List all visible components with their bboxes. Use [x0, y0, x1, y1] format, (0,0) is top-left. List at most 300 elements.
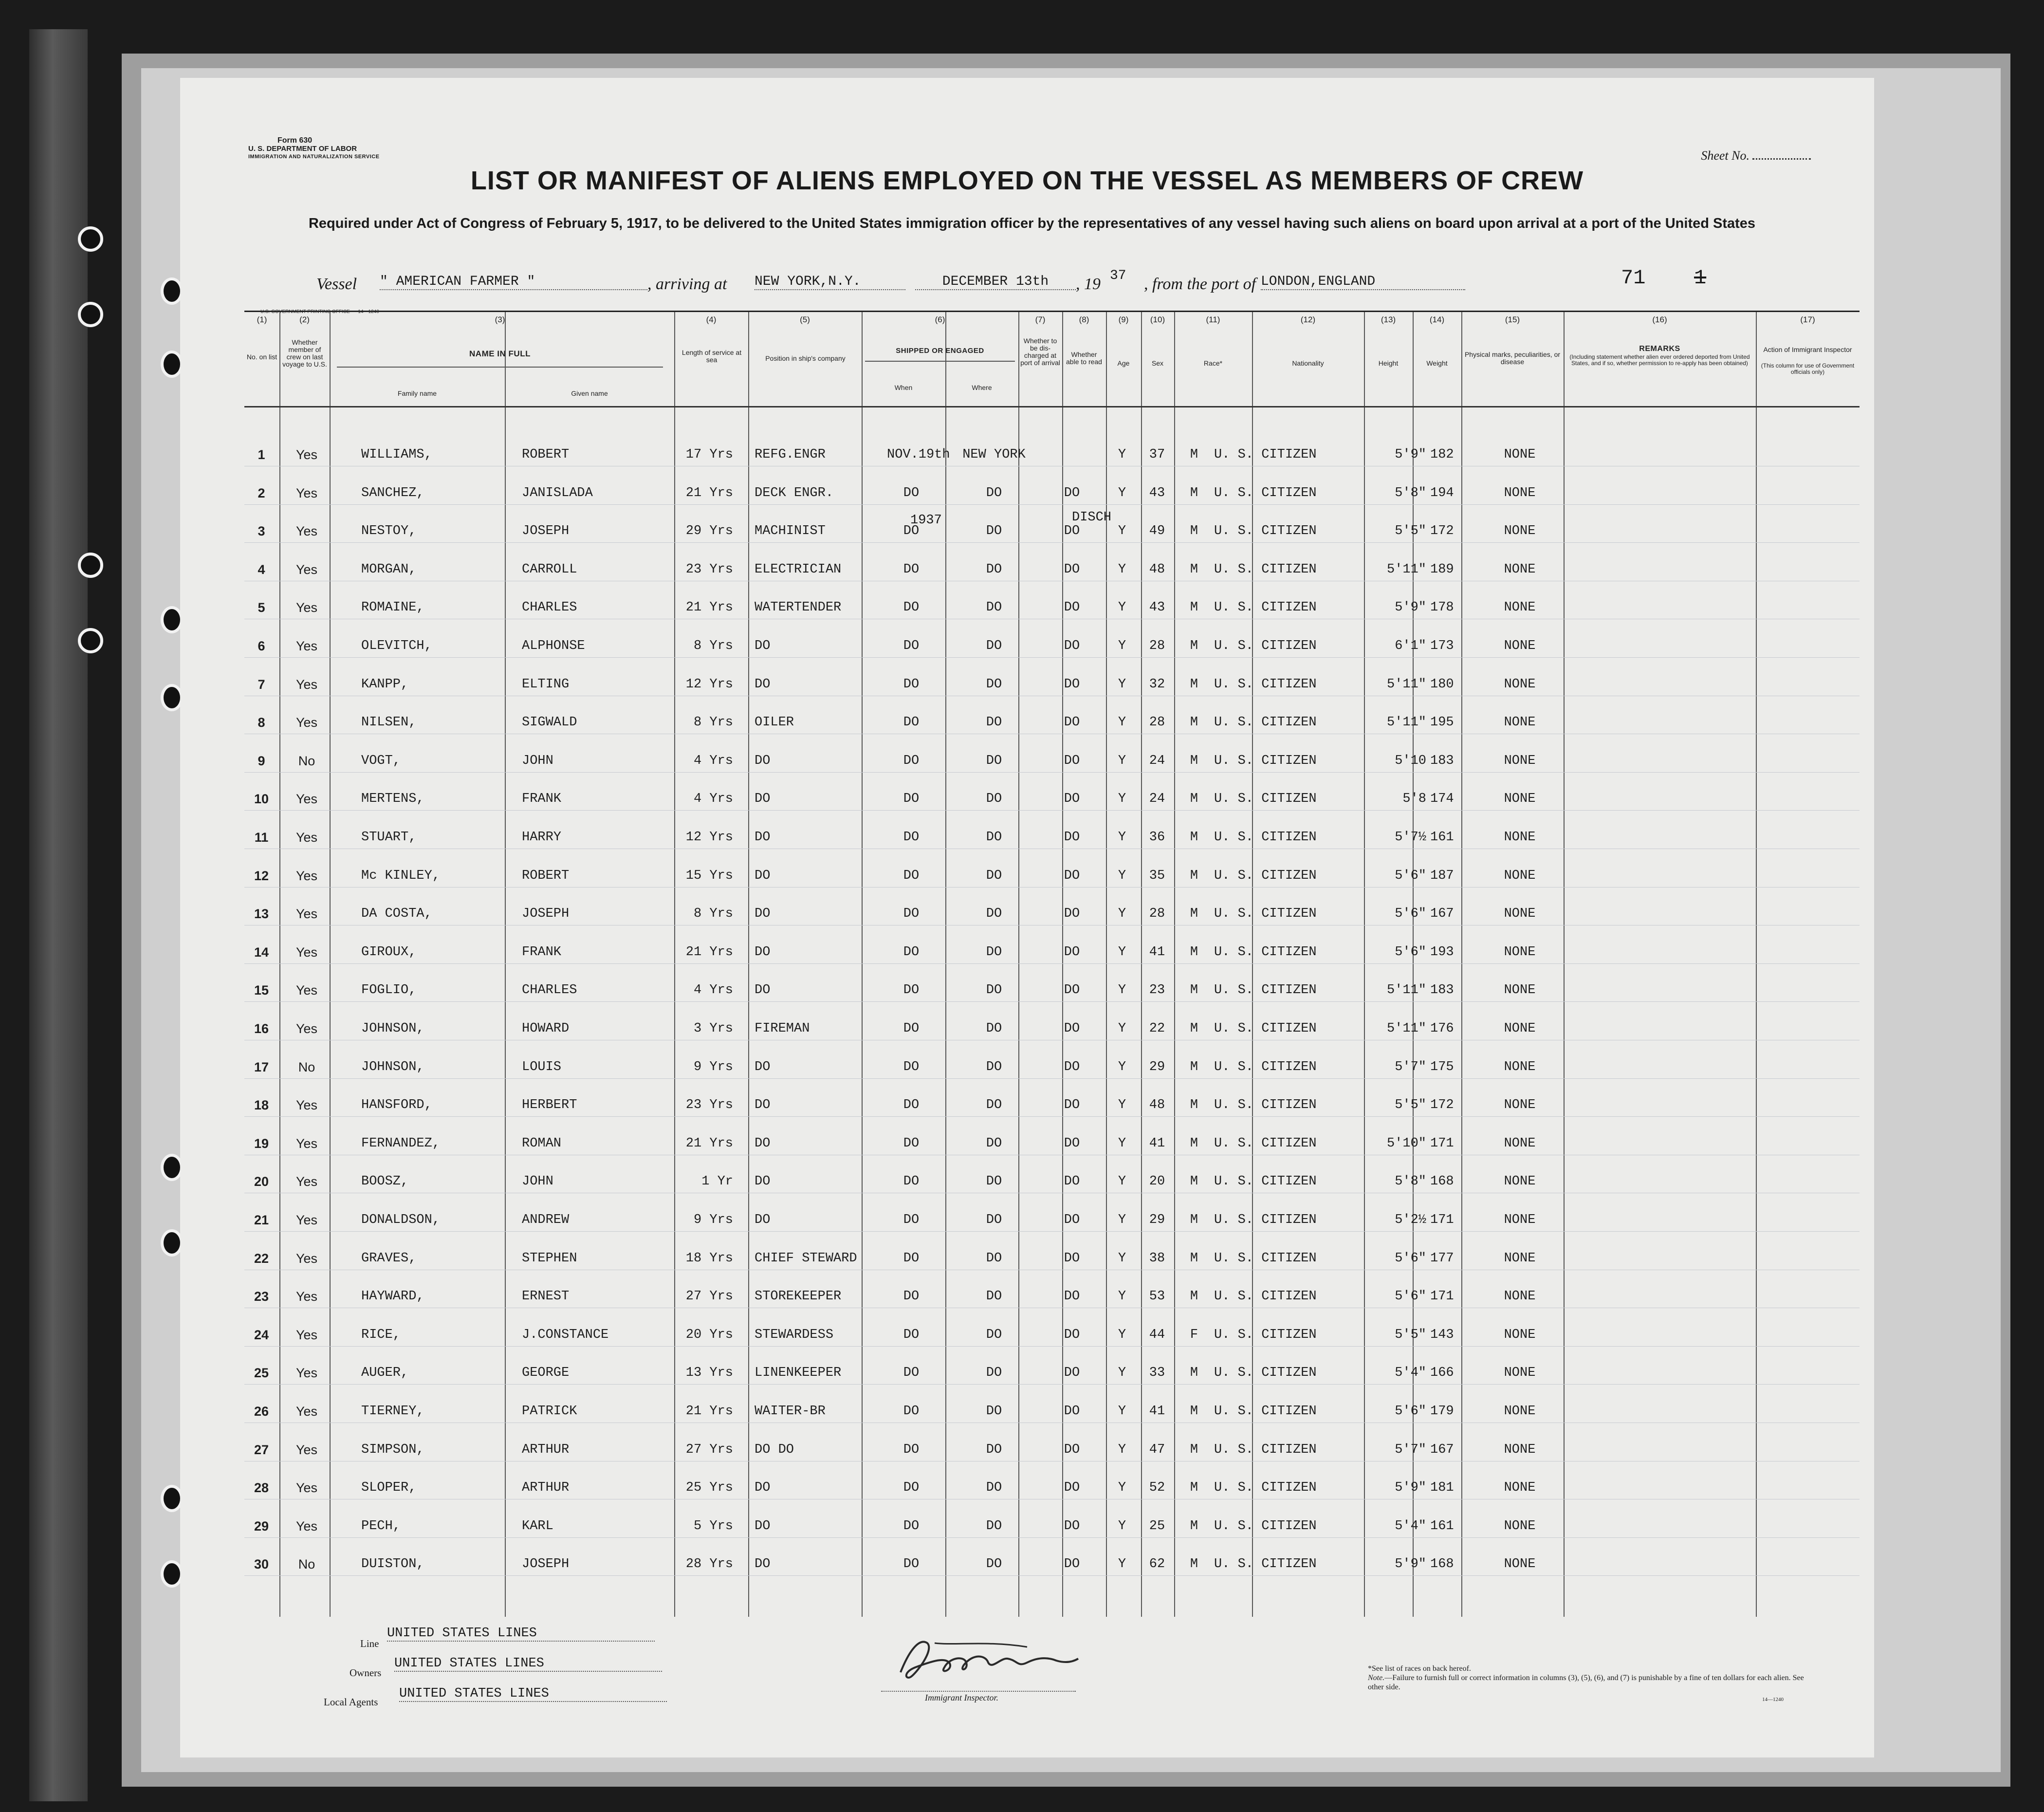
sex: M — [1190, 983, 1198, 998]
member-last-voyage: Yes — [295, 1366, 318, 1381]
header-weight: Weight — [1426, 359, 1448, 367]
row-number: 7 — [258, 677, 265, 692]
column-rule — [330, 312, 331, 1617]
sex: M — [1190, 753, 1198, 768]
shipped-where: DO — [986, 1251, 1002, 1266]
family-name: JOHNSON, — [361, 1021, 424, 1036]
given-name: ROBERT — [522, 447, 570, 462]
discharged: DO — [1064, 1327, 1080, 1342]
given-name: JOSEPH — [522, 1557, 570, 1572]
able-to-read: Y — [1118, 1404, 1126, 1419]
height: 5'6" — [1395, 906, 1426, 922]
length-of-service: 18 Yrs — [685, 1251, 733, 1266]
table-row — [244, 1018, 1860, 1038]
position: WATERTENDER — [755, 600, 842, 615]
row-number: 26 — [254, 1404, 269, 1419]
position: LINENKEEPER — [755, 1366, 842, 1381]
header-physical-marks: Physical marks, peculiarities, or disease — [1464, 351, 1561, 366]
able-to-read: Y — [1118, 1213, 1126, 1227]
age: 28 — [1149, 715, 1165, 730]
footer-notes — [1368, 1664, 1806, 1692]
discharged: DO — [1064, 677, 1080, 692]
sex: F — [1190, 1327, 1198, 1342]
able-to-read: Y — [1118, 1289, 1126, 1304]
family-name: WILLIAMS, — [361, 447, 432, 462]
row-rule — [244, 1575, 1860, 1576]
position: DO — [755, 1518, 771, 1534]
shipped-when: DO — [903, 1442, 920, 1457]
family-name: DA COSTA, — [361, 906, 432, 922]
position: DO — [755, 1213, 771, 1227]
height: 5'6" — [1395, 1404, 1426, 1419]
vessel-line — [316, 266, 1874, 299]
member-last-voyage: No — [298, 1059, 315, 1074]
physical-marks: NONE — [1504, 600, 1536, 615]
discharged: DO — [1064, 906, 1080, 922]
age: 20 — [1149, 1174, 1165, 1189]
table-row — [244, 483, 1860, 502]
column-rule — [505, 312, 506, 1617]
position: DO — [755, 1480, 771, 1496]
position: DO — [755, 677, 771, 692]
physical-marks: NONE — [1504, 1021, 1536, 1036]
weight: 143 — [1430, 1327, 1454, 1342]
row-number: 22 — [254, 1251, 269, 1266]
table-row — [244, 674, 1860, 694]
able-to-read: Y — [1118, 906, 1126, 922]
header-nationality: Nationality — [1292, 359, 1324, 367]
column-rule — [1141, 312, 1142, 1617]
member-last-voyage: Yes — [295, 1213, 318, 1227]
race-nationality: U. S. CITIZEN — [1214, 715, 1317, 730]
able-to-read: Y — [1118, 1557, 1126, 1572]
shipped-when: DO — [903, 562, 920, 577]
position: DO — [755, 639, 771, 653]
discharged: DO — [1064, 1518, 1080, 1534]
physical-marks: NONE — [1504, 524, 1536, 539]
height: 5'10" — [1386, 1136, 1426, 1151]
shipped-when: DO — [903, 1213, 920, 1227]
family-name: STUART, — [361, 830, 417, 845]
discharged: DO — [1064, 1289, 1080, 1304]
race-nationality: U. S. CITIZEN — [1214, 677, 1317, 692]
length-of-service: 5 Yrs — [693, 1518, 733, 1534]
table-row — [244, 712, 1860, 732]
shipped-when: DO — [903, 1480, 920, 1496]
given-name: STEPHEN — [522, 1251, 577, 1266]
discharged: DO — [1064, 639, 1080, 653]
discharged: DO — [1064, 1098, 1080, 1113]
length-of-service: 12 Yrs — [685, 677, 733, 692]
race-nationality: U. S. CITIZEN — [1214, 868, 1317, 883]
header-no-on-list: No. on list — [246, 353, 277, 361]
length-of-service: 13 Yrs — [685, 1366, 733, 1381]
weight: 161 — [1430, 1518, 1454, 1534]
position: FIREMAN — [755, 1021, 810, 1036]
row-rule — [244, 887, 1860, 888]
printing-office: U.S. GOVERNMENT PRINTING OFFICE — [260, 309, 350, 314]
row-number: 25 — [254, 1366, 269, 1381]
member-last-voyage: No — [298, 1557, 315, 1572]
race-nationality: U. S. CITIZEN — [1214, 1098, 1317, 1113]
sex: M — [1190, 1136, 1198, 1151]
height: 5'8 — [1402, 792, 1426, 807]
height: 5'4" — [1395, 1366, 1426, 1381]
header-action: Action of Immigrant Inspector — [1763, 346, 1852, 353]
height: 5'11" — [1386, 1021, 1426, 1036]
discharged: DO — [1064, 1213, 1080, 1227]
length-of-service: 21 Yrs — [685, 944, 733, 960]
column-rule — [279, 312, 280, 1617]
height: 5'11" — [1386, 677, 1426, 692]
shipped-where: DO — [986, 1518, 1002, 1534]
weight: 176 — [1430, 1021, 1454, 1036]
position: DO — [755, 1557, 771, 1572]
able-to-read: Y — [1118, 1021, 1126, 1036]
family-name: GIROUX, — [361, 944, 417, 960]
discharged: DO — [1064, 715, 1080, 730]
col-num-16: (16) — [1652, 315, 1667, 324]
given-name: ARTHUR — [522, 1442, 570, 1457]
position: STOREKEEPER — [755, 1289, 842, 1304]
family-name: HAYWARD, — [361, 1289, 424, 1304]
height: 5'6" — [1395, 944, 1426, 960]
column-rule — [1564, 312, 1565, 1617]
shipped-where: DO — [986, 1442, 1002, 1457]
family-name: SANCHEZ, — [361, 485, 424, 500]
given-name: SIGWALD — [522, 715, 577, 730]
race-nationality: U. S. CITIZEN — [1214, 524, 1317, 539]
service-name: IMMIGRATION AND NATURALIZATION SERVICE — [248, 154, 380, 160]
discharged: DO — [1064, 1174, 1080, 1189]
member-last-voyage: Yes — [295, 1021, 318, 1036]
agents-value: UNITED STATES LINES — [399, 1686, 667, 1702]
signature-line — [881, 1691, 1076, 1692]
member-last-voyage: Yes — [295, 1098, 318, 1113]
member-last-voyage: Yes — [295, 1442, 318, 1457]
weight: 187 — [1430, 868, 1454, 883]
shipped-when: DO — [903, 1136, 920, 1151]
shipped-when: DO — [903, 524, 920, 539]
physical-marks: NONE — [1504, 1557, 1536, 1572]
weight: 179 — [1430, 1404, 1454, 1419]
able-to-read: Y — [1118, 562, 1126, 577]
shipped-where: DO — [986, 524, 1002, 539]
sex: M — [1190, 562, 1198, 577]
family-name: MORGAN, — [361, 562, 417, 577]
height: 6'1" — [1395, 639, 1426, 653]
family-name: ROMAINE, — [361, 600, 424, 615]
race-nationality: U. S. CITIZEN — [1214, 562, 1317, 577]
physical-marks: NONE — [1504, 562, 1536, 577]
header-member-last-voyage: Whether member of crew on last voyage to U.S. — [282, 338, 327, 368]
family-name: BOOSZ, — [361, 1174, 409, 1189]
row-number: 18 — [254, 1098, 269, 1113]
sex: M — [1190, 1251, 1198, 1266]
family-name: KANPP, — [361, 677, 409, 692]
length-of-service: 21 Yrs — [685, 1404, 733, 1419]
member-last-voyage: Yes — [295, 485, 318, 500]
note-label: Note. — [1368, 1674, 1385, 1682]
row-number: 20 — [254, 1174, 269, 1189]
discharged: DO — [1064, 830, 1080, 845]
sex: M — [1190, 1480, 1198, 1496]
given-name: CARROLL — [522, 562, 577, 577]
sex: M — [1190, 1404, 1198, 1419]
age: 22 — [1149, 1021, 1165, 1036]
row-number: 1 — [258, 447, 265, 462]
header-shipped-engaged: SHIPPED OR ENGAGED — [896, 347, 984, 355]
shipped-when: NOV.19th — [887, 447, 950, 462]
weight: 168 — [1430, 1557, 1454, 1572]
col-num-15: (15) — [1505, 315, 1520, 324]
length-of-service: 25 Yrs — [685, 1480, 733, 1496]
length-of-service: 4 Yrs — [693, 792, 733, 807]
family-name: FOGLIO, — [361, 983, 417, 998]
sex: M — [1190, 1174, 1198, 1189]
sheet-number-label: Sheet No. — [1701, 148, 1749, 163]
member-last-voyage: Yes — [295, 830, 318, 845]
race-nationality: U. S. CITIZEN — [1214, 906, 1317, 922]
discharged: DO — [1064, 868, 1080, 883]
table-row — [244, 942, 1860, 961]
weight: 168 — [1430, 1174, 1454, 1189]
discharged: DO — [1064, 1480, 1080, 1496]
row-rule — [244, 963, 1860, 964]
shipped-when: DO — [903, 600, 920, 615]
weight: 189 — [1430, 562, 1454, 577]
shipped-where: DO — [986, 1059, 1002, 1074]
col-num-11: (11) — [1206, 315, 1220, 324]
sheet-mark: 1 — [1694, 266, 1707, 290]
physical-marks: NONE — [1504, 944, 1536, 960]
member-last-voyage: Yes — [295, 1327, 318, 1342]
sex: M — [1190, 715, 1198, 730]
header-height: Height — [1378, 359, 1399, 367]
table-row — [244, 1478, 1860, 1497]
column-rule — [1756, 312, 1757, 1617]
given-name: CHARLES — [522, 600, 577, 615]
race-nationality: U. S. CITIZEN — [1214, 983, 1317, 998]
row-number: 19 — [254, 1136, 269, 1151]
sex: M — [1190, 830, 1198, 845]
family-name: GRAVES, — [361, 1251, 417, 1266]
sheet-number: 71 — [1621, 266, 1646, 290]
footer-line — [277, 1626, 716, 1650]
height: 5'9" — [1395, 447, 1426, 462]
length-of-service: 3 Yrs — [693, 1021, 733, 1036]
position: DO — [755, 906, 771, 922]
shipped-where: DO — [986, 562, 1002, 577]
race-nationality: U. S. CITIZEN — [1214, 1327, 1317, 1342]
height: 5'11" — [1386, 983, 1426, 998]
inspector-label: Immigrant Inspector. — [925, 1693, 998, 1702]
height: 5'11" — [1386, 562, 1426, 577]
sex: M — [1190, 906, 1198, 922]
family-name: NILSEN, — [361, 715, 417, 730]
header-given-name: Given name — [571, 389, 608, 397]
member-last-voyage: Yes — [295, 677, 318, 692]
manifest-page — [180, 78, 1874, 1757]
family-name: Mc KINLEY, — [361, 868, 441, 883]
height: 5'11" — [1386, 715, 1426, 730]
weight: 171 — [1430, 1289, 1454, 1304]
length-of-service: 1 Yr — [701, 1174, 733, 1189]
weight: 181 — [1430, 1480, 1454, 1496]
page-subtitle: Required under Act of Congress of February 5, 1917, to be delivered to the United States immigration officer by the representatives of any vessel having such aliens on board upon arrival at a port of the United States — [308, 216, 1756, 231]
discharged: DO — [1064, 753, 1080, 768]
vessel-label: Vessel — [316, 275, 357, 293]
family-name: AUGER, — [361, 1366, 409, 1381]
physical-marks: NONE — [1504, 677, 1536, 692]
row-rule — [244, 1231, 1860, 1232]
discharge-note: DISCH — [1072, 510, 1112, 525]
sex: M — [1190, 447, 1198, 462]
table-row — [244, 1133, 1860, 1153]
race-nationality: U. S. CITIZEN — [1214, 944, 1317, 960]
shipped-when: DO — [903, 715, 920, 730]
height: 5'6" — [1395, 1289, 1426, 1304]
member-last-voyage: Yes — [295, 639, 318, 653]
able-to-read: Y — [1118, 1366, 1126, 1381]
discharged: DO — [1064, 792, 1080, 807]
sex: M — [1190, 1213, 1198, 1227]
shipped-where: DO — [986, 677, 1002, 692]
shipped-where: DO — [986, 906, 1002, 922]
shipped-when: DO — [903, 906, 920, 922]
position: DO — [755, 1098, 771, 1113]
header-remarks: REMARKS — [1639, 345, 1680, 353]
length-of-service: 21 Yrs — [685, 1136, 733, 1151]
given-name: CHARLES — [522, 983, 577, 998]
row-number: 10 — [254, 792, 269, 807]
given-name: ALPHONSE — [522, 639, 585, 653]
member-last-voyage: Yes — [295, 868, 318, 883]
form-number: Form 630 — [277, 136, 313, 145]
row-rule — [244, 1537, 1860, 1538]
able-to-read: Y — [1118, 677, 1126, 692]
shipped-when: DO — [903, 677, 920, 692]
member-last-voyage: Yes — [295, 1174, 318, 1189]
race-nationality: U. S. CITIZEN — [1214, 447, 1317, 462]
member-last-voyage: Yes — [295, 562, 318, 577]
position: ELECTRICIAN — [755, 562, 842, 577]
weight: 166 — [1430, 1366, 1454, 1381]
shipped-when: DO — [903, 830, 920, 845]
table-row — [244, 1401, 1860, 1421]
position: DECK ENGR. — [755, 485, 834, 500]
sex: M — [1190, 944, 1198, 960]
shipped-where: NEW YORK — [962, 447, 1026, 462]
given-name: JOSEPH — [522, 524, 570, 539]
row-number: 15 — [254, 983, 269, 998]
length-of-service: 29 Yrs — [685, 524, 733, 539]
able-to-read: Y — [1118, 485, 1126, 500]
shipped-where: DO — [986, 868, 1002, 883]
physical-marks: NONE — [1504, 830, 1536, 845]
discharged: DO — [1064, 524, 1080, 539]
family-name: SIMPSON, — [361, 1442, 424, 1457]
physical-marks: NONE — [1504, 1098, 1536, 1113]
row-number: 27 — [254, 1442, 269, 1457]
column-rule — [1174, 312, 1175, 1617]
physical-marks: NONE — [1504, 639, 1536, 653]
from-label: , from the port of — [1144, 275, 1256, 293]
column-rule — [1413, 312, 1414, 1617]
height: 5'2½ — [1395, 1213, 1426, 1227]
family-name: NESTOY, — [361, 524, 417, 539]
physical-marks: NONE — [1504, 1327, 1536, 1342]
length-of-service: 4 Yrs — [693, 983, 733, 998]
race-nationality: U. S. CITIZEN — [1214, 1213, 1317, 1227]
given-name: JANISLADA — [522, 485, 593, 500]
punch-hole — [78, 226, 103, 252]
column-rule — [945, 312, 946, 1617]
race-nationality: U. S. CITIZEN — [1214, 1480, 1317, 1496]
col-num-6: (6) — [935, 315, 945, 324]
shipped-where: DO — [986, 1289, 1002, 1304]
weight: 174 — [1430, 792, 1454, 807]
position: DO — [755, 1136, 771, 1151]
physical-marks: NONE — [1504, 1518, 1536, 1534]
given-name: HARRY — [522, 830, 562, 845]
member-last-voyage: Yes — [295, 524, 318, 539]
year-prefix: , 19 — [1076, 275, 1101, 293]
member-last-voyage: Yes — [295, 1136, 318, 1151]
age: 35 — [1149, 868, 1165, 883]
sex: M — [1190, 524, 1198, 539]
sex: M — [1190, 485, 1198, 500]
physical-marks: NONE — [1504, 447, 1536, 462]
column-rule — [862, 312, 863, 1617]
race-nationality: U. S. CITIZEN — [1214, 1518, 1317, 1534]
row-rule — [244, 1001, 1860, 1002]
race-nationality: U. S. CITIZEN — [1214, 830, 1317, 845]
able-to-read: Y — [1118, 447, 1126, 462]
shipped-where: DO — [986, 1213, 1002, 1227]
row-rule — [244, 1384, 1860, 1385]
inspector-signature — [881, 1628, 1086, 1687]
shipped-when: DO — [903, 1404, 920, 1419]
given-name: ERNEST — [522, 1289, 570, 1304]
header-where: Where — [972, 384, 992, 391]
age: 29 — [1149, 1059, 1165, 1074]
shipped-when: DO — [903, 1366, 920, 1381]
given-name: GEORGE — [522, 1366, 570, 1381]
punch-hole — [78, 302, 103, 327]
column-rule — [1252, 312, 1253, 1617]
weight: 161 — [1430, 830, 1454, 845]
row-number: 2 — [258, 485, 265, 500]
shipped-when: DO — [903, 868, 920, 883]
shipped-when: DO — [903, 1251, 920, 1266]
family-name: DONALDSON, — [361, 1213, 441, 1227]
shipped-when: DO — [903, 753, 920, 768]
member-last-voyage: Yes — [295, 600, 318, 615]
sex: M — [1190, 1366, 1198, 1381]
length-of-service: 21 Yrs — [685, 600, 733, 615]
position: DO — [755, 944, 771, 960]
shipped-where: DO — [986, 1098, 1002, 1113]
length-of-service: 28 Yrs — [685, 1557, 733, 1572]
position: DO DO — [755, 1442, 794, 1457]
family-name: RICE, — [361, 1327, 401, 1342]
table-row — [244, 1171, 1860, 1191]
length-of-service: 8 Yrs — [693, 639, 733, 653]
header-length-service: Length of service at sea — [681, 349, 742, 364]
penalty-note — [1368, 1673, 1806, 1692]
race-nationality: U. S. CITIZEN — [1214, 792, 1317, 807]
